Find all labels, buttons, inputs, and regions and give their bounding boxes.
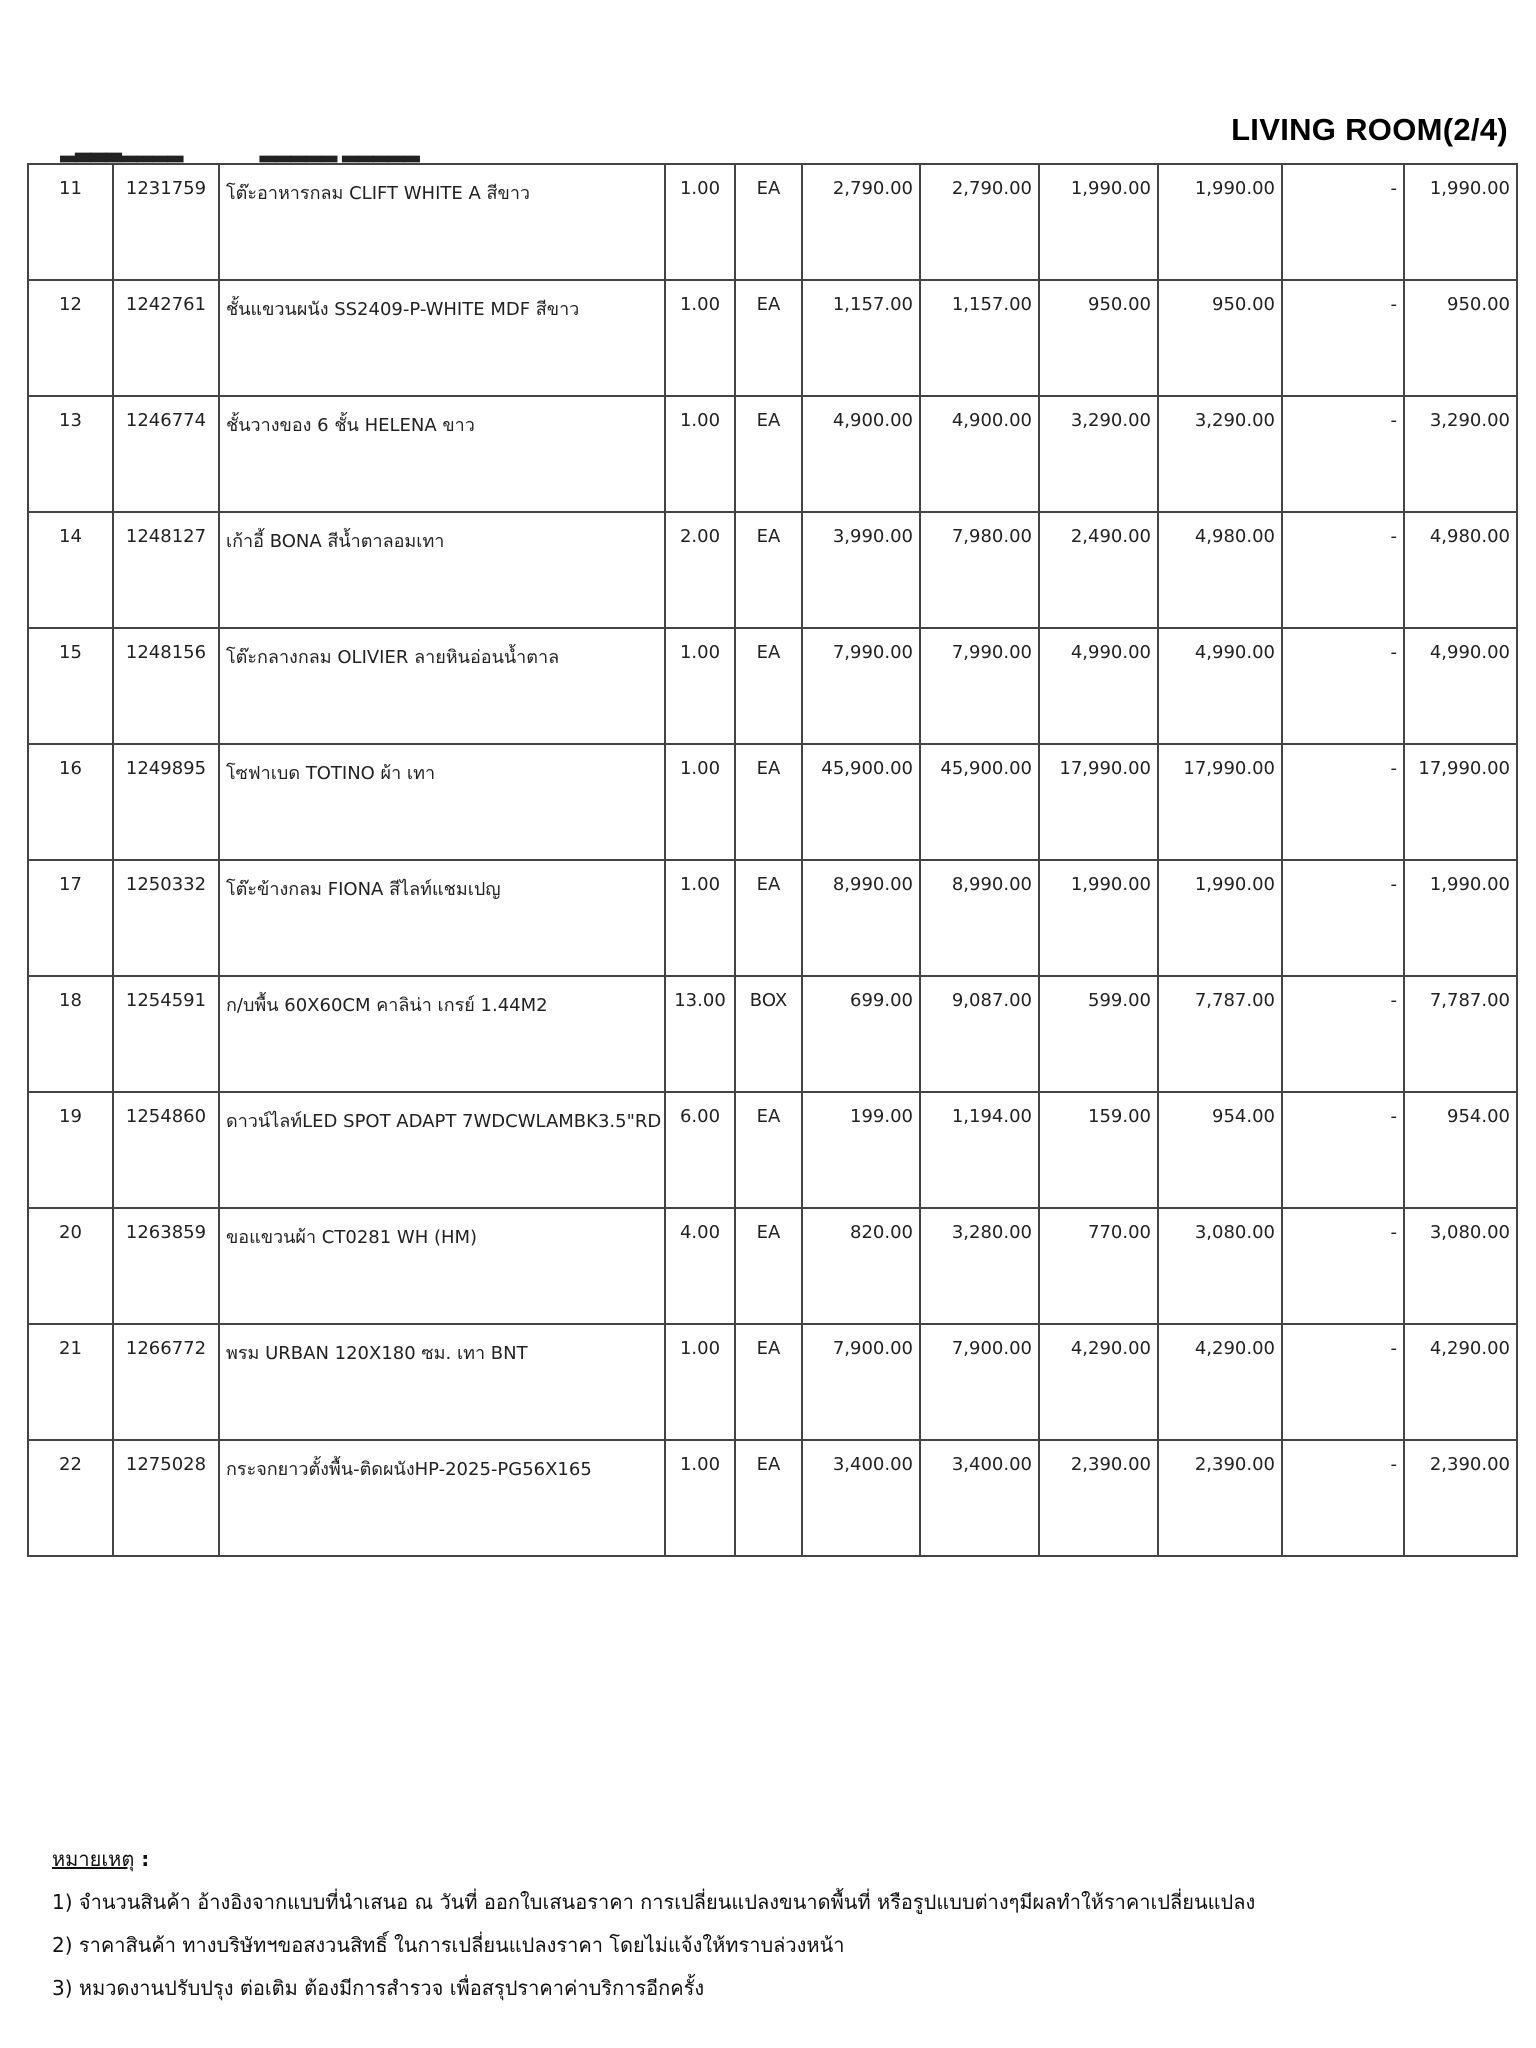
- unit-cell: EA: [735, 744, 802, 860]
- item-number-cell: 13: [28, 396, 113, 512]
- net-unit-price-cell: 950.00: [1039, 280, 1158, 396]
- unit-cell: EA: [735, 280, 802, 396]
- unit-cell: EA: [735, 1208, 802, 1324]
- net-unit-price-cell: 4,290.00: [1039, 1324, 1158, 1440]
- net-unit-price-cell: 1,990.00: [1039, 860, 1158, 976]
- total-cell: 3,290.00: [1404, 396, 1517, 512]
- item-number-cell: 21: [28, 1324, 113, 1440]
- quantity-cell: 1.00: [665, 396, 735, 512]
- notes-colon: :: [134, 1847, 150, 1871]
- table-row: [28, 1440, 1517, 1556]
- item-description-cell: กระจกยาวตั้งพื้น-ติดผนังHP-2025-PG56X165: [219, 1440, 665, 1556]
- unit-price-cell: 2,790.00: [802, 164, 920, 280]
- table-body: [28, 164, 1517, 1556]
- notes-section: [52, 1838, 1255, 2010]
- table-row: [28, 164, 1517, 280]
- amount-cell: 3,400.00: [920, 1440, 1039, 1556]
- amount-cell: 45,900.00: [920, 744, 1039, 860]
- item-description-cell: ชั้นแขวนผนัง SS2409-P-WHITE MDF สีขาว: [219, 280, 665, 396]
- notes-title: [52, 1838, 1255, 1881]
- amount-cell: 4,900.00: [920, 396, 1039, 512]
- net-unit-price-cell: 159.00: [1039, 1092, 1158, 1208]
- table-row: [28, 396, 1517, 512]
- unit-cell: EA: [735, 628, 802, 744]
- total-cell: 954.00: [1404, 1092, 1517, 1208]
- unit-cell: EA: [735, 860, 802, 976]
- item-description-cell: พรม URBAN 120X180 ซม. เทา BNT: [219, 1324, 665, 1440]
- item-number-cell: 12: [28, 280, 113, 396]
- net-amount-cell: 950.00: [1158, 280, 1282, 396]
- amount-cell: 9,087.00: [920, 976, 1039, 1092]
- net-amount-cell: 4,290.00: [1158, 1324, 1282, 1440]
- net-amount-cell: 2,390.00: [1158, 1440, 1282, 1556]
- net-amount-cell: 4,980.00: [1158, 512, 1282, 628]
- item-code-cell: 1266772: [113, 1324, 219, 1440]
- amount-cell: 7,980.00: [920, 512, 1039, 628]
- item-number-cell: 19: [28, 1092, 113, 1208]
- net-amount-cell: 1,990.00: [1158, 860, 1282, 976]
- discount-cell: -: [1282, 280, 1404, 396]
- unit-price-cell: 1,157.00: [802, 280, 920, 396]
- unit-price-cell: 7,900.00: [802, 1324, 920, 1440]
- quantity-cell: 1.00: [665, 1324, 735, 1440]
- total-cell: 4,980.00: [1404, 512, 1517, 628]
- net-unit-price-cell: 770.00: [1039, 1208, 1158, 1324]
- item-number-cell: 18: [28, 976, 113, 1092]
- net-unit-price-cell: 2,390.00: [1039, 1440, 1158, 1556]
- unit-price-cell: 8,990.00: [802, 860, 920, 976]
- unit-price-cell: 7,990.00: [802, 628, 920, 744]
- item-description-cell: โต๊ะข้างกลม FIONA สีไลท์แชมเปญ: [219, 860, 665, 976]
- item-code-cell: 1254860: [113, 1092, 219, 1208]
- discount-cell: -: [1282, 860, 1404, 976]
- item-description-cell: ก/บพื้น 60X60CM คาลิน่า เกรย์ 1.44M2: [219, 976, 665, 1092]
- item-description-cell: เก้าอี้ BONA สีน้ำตาลอมเทา: [219, 512, 665, 628]
- discount-cell: -: [1282, 1324, 1404, 1440]
- discount-cell: -: [1282, 396, 1404, 512]
- page-title: LIVING ROOM(2/4): [1231, 112, 1508, 147]
- item-description-cell: ชั้นวางของ 6 ชั้น HELENA ขาว: [219, 396, 665, 512]
- net-amount-cell: 7,787.00: [1158, 976, 1282, 1092]
- total-cell: 7,787.00: [1404, 976, 1517, 1092]
- item-description-cell: ดาวน์ไลท์LED SPOT ADAPT 7WDCWLAMBK3.5"RD: [219, 1092, 665, 1208]
- amount-cell: 7,990.00: [920, 628, 1039, 744]
- total-cell: 4,290.00: [1404, 1324, 1517, 1440]
- item-number-cell: 11: [28, 164, 113, 280]
- discount-cell: -: [1282, 1092, 1404, 1208]
- unit-cell: EA: [735, 512, 802, 628]
- unit-cell: BOX: [735, 976, 802, 1092]
- net-unit-price-cell: 4,990.00: [1039, 628, 1158, 744]
- net-amount-cell: 1,990.00: [1158, 164, 1282, 280]
- notes-heading: หมายเหตุ: [52, 1847, 135, 1871]
- net-unit-price-cell: 17,990.00: [1039, 744, 1158, 860]
- item-description-cell: โซฟาเบด TOTINO ผ้า เทา: [219, 744, 665, 860]
- discount-cell: -: [1282, 164, 1404, 280]
- quantity-cell: 1.00: [665, 280, 735, 396]
- item-code-cell: 1249895: [113, 744, 219, 860]
- amount-cell: 1,157.00: [920, 280, 1039, 396]
- item-code-cell: 1254591: [113, 976, 219, 1092]
- total-cell: 3,080.00: [1404, 1208, 1517, 1324]
- unit-cell: EA: [735, 1092, 802, 1208]
- table-row: [28, 976, 1517, 1092]
- item-number-cell: 15: [28, 628, 113, 744]
- net-unit-price-cell: 599.00: [1039, 976, 1158, 1092]
- net-unit-price-cell: 2,490.00: [1039, 512, 1158, 628]
- discount-cell: -: [1282, 744, 1404, 860]
- unit-price-cell: 199.00: [802, 1092, 920, 1208]
- amount-cell: 8,990.00: [920, 860, 1039, 976]
- quantity-cell: 6.00: [665, 1092, 735, 1208]
- amount-cell: 2,790.00: [920, 164, 1039, 280]
- item-number-cell: 20: [28, 1208, 113, 1324]
- net-amount-cell: 954.00: [1158, 1092, 1282, 1208]
- item-code-cell: 1250332: [113, 860, 219, 976]
- amount-cell: 3,280.00: [920, 1208, 1039, 1324]
- cropped-header-remnant: ▂▃▃▃▂▂▂▂ ▂▂▂▂▂ ▂▂▂▂▂: [60, 150, 420, 162]
- item-code-cell: 1248127: [113, 512, 219, 628]
- unit-cell: EA: [735, 164, 802, 280]
- discount-cell: -: [1282, 976, 1404, 1092]
- note-item-1: 1) จำนวนสินค้า อ้างอิงจากแบบที่นำเสนอ ณ วันที่ ออกใบเสนอราคา การเปลี่ยนแปลงขนาดพื้นที่ หรือรูปแบบต่างๆมีผลทำให้ราคาเปลี่ยนแปลง: [52, 1890, 1256, 1914]
- discount-cell: -: [1282, 1208, 1404, 1324]
- net-amount-cell: 4,990.00: [1158, 628, 1282, 744]
- quantity-cell: 1.00: [665, 628, 735, 744]
- item-code-cell: 1242761: [113, 280, 219, 396]
- unit-cell: EA: [735, 1440, 802, 1556]
- amount-cell: 7,900.00: [920, 1324, 1039, 1440]
- item-code-cell: 1246774: [113, 396, 219, 512]
- table-row: [28, 280, 1517, 396]
- quantity-cell: 1.00: [665, 164, 735, 280]
- item-code-cell: 1263859: [113, 1208, 219, 1324]
- unit-price-cell: 45,900.00: [802, 744, 920, 860]
- unit-cell: EA: [735, 396, 802, 512]
- net-amount-cell: 3,080.00: [1158, 1208, 1282, 1324]
- item-description-cell: ขอแขวนผ้า CT0281 WH (HM): [219, 1208, 665, 1324]
- unit-price-cell: 3,400.00: [802, 1440, 920, 1556]
- item-code-cell: 1248156: [113, 628, 219, 744]
- net-amount-cell: 3,290.00: [1158, 396, 1282, 512]
- unit-price-cell: 4,900.00: [802, 396, 920, 512]
- quotation-table: [27, 163, 1518, 1557]
- item-description-cell: โต๊ะกลางกลม OLIVIER ลายหินอ่อนน้ำตาล: [219, 628, 665, 744]
- net-unit-price-cell: 3,290.00: [1039, 396, 1158, 512]
- note-item-3: 3) หมวดงานปรับปรุง ต่อเติม ต้องมีการสำรวจ เพื่อสรุปราคาค่าบริการอีกครั้ง: [52, 1976, 705, 2000]
- quantity-cell: 1.00: [665, 1440, 735, 1556]
- total-cell: 950.00: [1404, 280, 1517, 396]
- net-amount-cell: 17,990.00: [1158, 744, 1282, 860]
- quantity-cell: 2.00: [665, 512, 735, 628]
- table-row: [28, 1092, 1517, 1208]
- amount-cell: 1,194.00: [920, 1092, 1039, 1208]
- quantity-cell: 1.00: [665, 860, 735, 976]
- note-item-2: 2) ราคาสินค้า ทางบริษัทฯขอสงวนสิทธิ์ ในการเปลี่ยนแปลงราคา โดยไม่แจ้งให้ทราบล่วงหน้า: [52, 1933, 845, 1957]
- discount-cell: -: [1282, 628, 1404, 744]
- item-number-cell: 14: [28, 512, 113, 628]
- item-number-cell: 17: [28, 860, 113, 976]
- item-code-cell: 1275028: [113, 1440, 219, 1556]
- table-row: [28, 512, 1517, 628]
- item-code-cell: 1231759: [113, 164, 219, 280]
- table-row: [28, 1324, 1517, 1440]
- item-description-cell: โต๊ะอาหารกลม CLIFT WHITE A สีขาว: [219, 164, 665, 280]
- total-cell: 1,990.00: [1404, 860, 1517, 976]
- table-row: [28, 628, 1517, 744]
- total-cell: 17,990.00: [1404, 744, 1517, 860]
- discount-cell: -: [1282, 1440, 1404, 1556]
- table-row: [28, 860, 1517, 976]
- net-unit-price-cell: 1,990.00: [1039, 164, 1158, 280]
- item-number-cell: 16: [28, 744, 113, 860]
- unit-price-cell: 3,990.00: [802, 512, 920, 628]
- unit-price-cell: 699.00: [802, 976, 920, 1092]
- total-cell: 1,990.00: [1404, 164, 1517, 280]
- quantity-cell: 1.00: [665, 744, 735, 860]
- table-row: [28, 1208, 1517, 1324]
- total-cell: 4,990.00: [1404, 628, 1517, 744]
- quantity-cell: 13.00: [665, 976, 735, 1092]
- item-number-cell: 22: [28, 1440, 113, 1556]
- quantity-cell: 4.00: [665, 1208, 735, 1324]
- table-row: [28, 744, 1517, 860]
- unit-price-cell: 820.00: [802, 1208, 920, 1324]
- unit-cell: EA: [735, 1324, 802, 1440]
- discount-cell: -: [1282, 512, 1404, 628]
- total-cell: 2,390.00: [1404, 1440, 1517, 1556]
